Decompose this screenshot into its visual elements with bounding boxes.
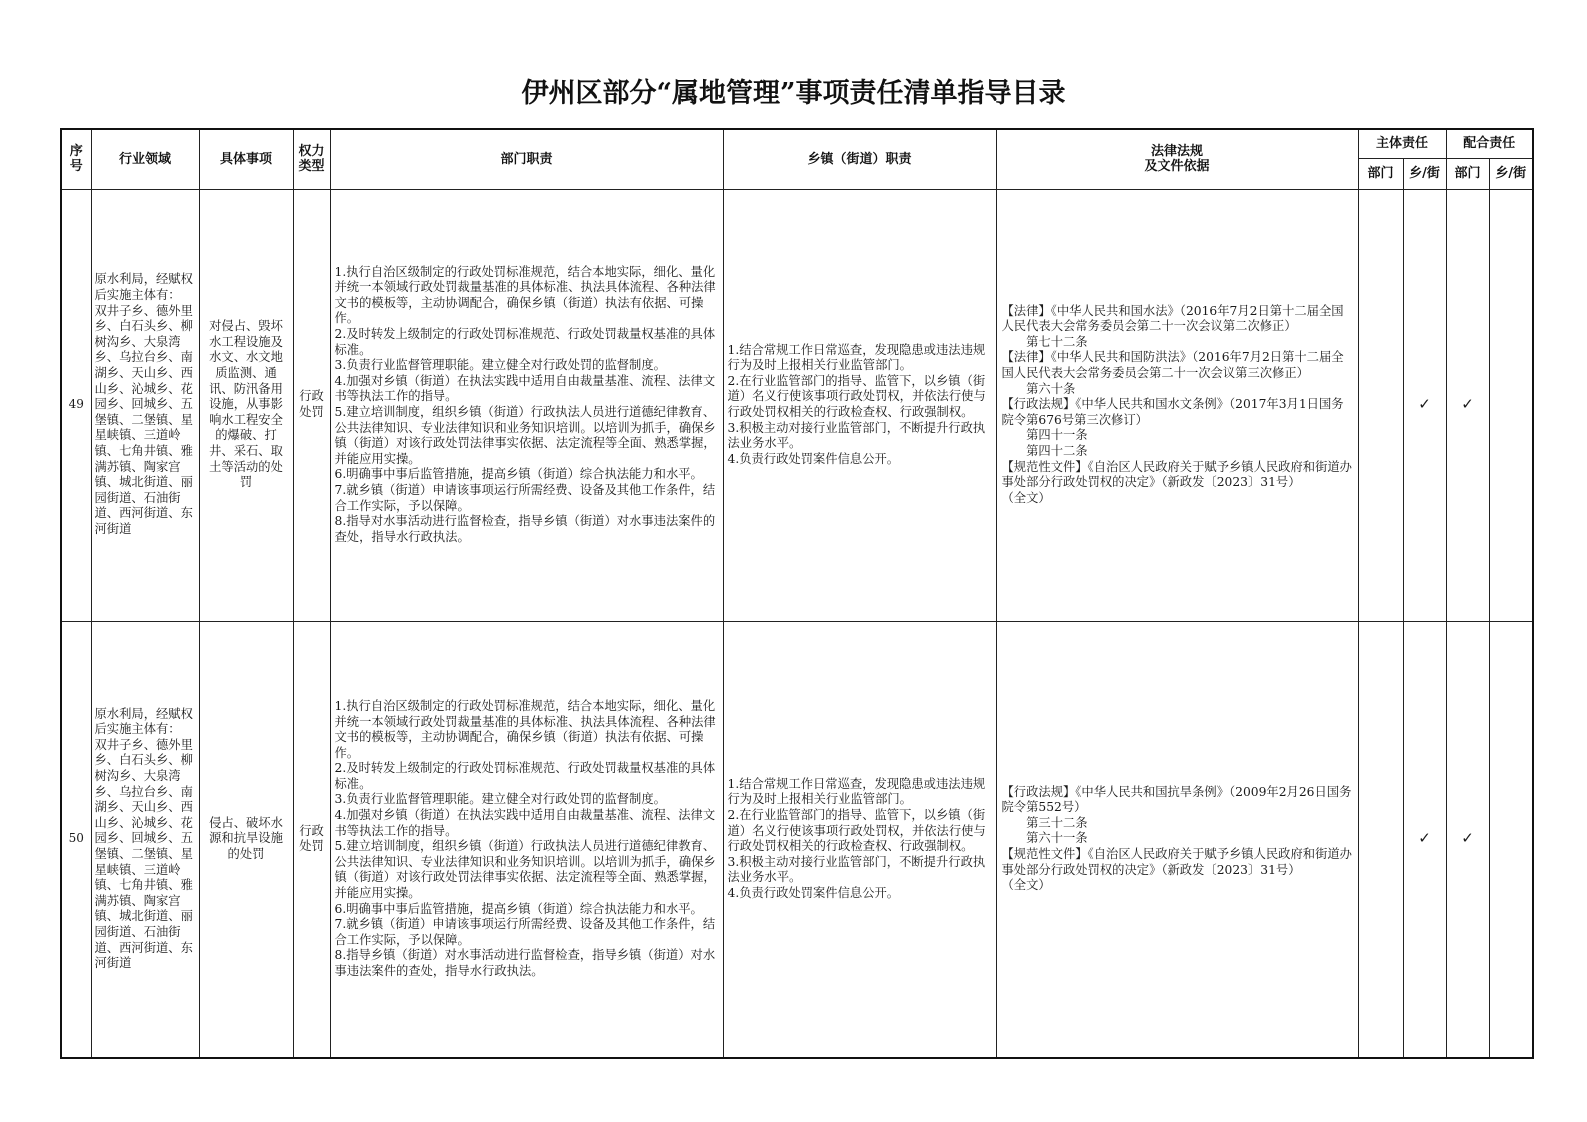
duty-item: 3.积极主动对接行业监管部门，不断提升行政执法业务水平。 [727, 854, 986, 885]
header-main-responsibility: 主体责任 [1358, 129, 1446, 158]
table-row [61, 621, 1533, 1058]
header-seq: 序号 [61, 129, 91, 189]
duty-item: 5.建立培训制度，组织乡镇（街道）行政执法人员进行道德纪律教育、公共法律知识、专业法律知识和业务知识培训。以培训为抓手，确保乡镇（街道）对该行政处罚法律事实依据、法定流程等全面、熟悉掌握，并能应用实操。 [334, 405, 716, 466]
cell-coop-dept: ✓ [1446, 621, 1489, 1058]
legal-article: 第三十二条 [1026, 815, 1088, 830]
duty-item: 4.负责行政处罚案件信息公开。 [727, 886, 900, 901]
duty-item: 2.及时转发上级制定的行政处罚标准规范、行政处罚裁量权基准的具体标准。 [334, 327, 716, 357]
duty-item: 6.明确事中事后监管措施，提高乡镇（街道）综合执法能力和水平。 [334, 901, 703, 916]
cell-coop-town [1489, 189, 1533, 621]
legal-source: 【行政法规】《中华人民共和国抗旱条例》（2009年2月26日国务院令第552号） [1001, 784, 1352, 815]
header-item: 具体事项 [199, 129, 293, 189]
cell-legal-basis [996, 189, 1358, 621]
legal-article: 第四十二条 [1026, 443, 1088, 458]
cell-main-town: ✓ [1403, 621, 1446, 1058]
duty-item: 2.及时转发上级制定的行政处罚标准规范、行政处罚裁量权基准的具体标准。 [334, 761, 716, 791]
responsibility-table [60, 128, 1534, 1059]
cell-power-type: 行政处罚 [293, 621, 330, 1058]
legal-article: 第四十一条 [1026, 428, 1088, 443]
cell-town-duties [723, 621, 996, 1058]
duty-item: 5.建立培训制度，组织乡镇（街道）行政执法人员进行道德纪律教育、公共法律知识、专业法律知识和业务知识培训。以培训为抓手，确保乡镇（街道）对该行政处罚法律事实依据、法定流程等全面、熟悉掌握，并能应用实操。 [334, 839, 716, 901]
header-row [61, 129, 1533, 158]
cell-item: 侵占、破坏水源和抗旱设施的处罚 [199, 621, 293, 1058]
cell-item: 对侵占、毁坏水工程设施及水文、水文地质监测、通讯、防汛备用设施，从事影响水工程安全的爆破、打井、采石、取土等活动的处罚 [199, 189, 293, 621]
legal-article: 第六十条 [1026, 381, 1076, 396]
legal-source: 【法律】《中华人民共和国水法》（2016年7月2日第十二届全国人民代表大会常务委员会第二十一次会议第二次修正） [1001, 303, 1344, 334]
duty-item: 8.指导对水事活动进行监督检查，指导乡镇（街道）对水事违法案件的查处，指导水行政执法。 [334, 514, 716, 544]
header-coop-dept: 部门 [1446, 158, 1489, 189]
duty-item: 1.执行自治区级制定的行政处罚标准规范，结合本地实际，细化、量化并统一本领域行政处罚裁量基准的具体标准、执法具体流程、各种法律文书的模板等，主动协调配合，确保乡镇（街道）执法有依据、可操作。 [334, 698, 716, 760]
duty-item: 4.加强对乡镇（街道）在执法实践中适用自由裁量基准、流程、法律文书等执法工作的指导。 [334, 373, 716, 404]
cell-seq: 50 [61, 621, 91, 1058]
legal-source: 【行政法规】《中华人民共和国水文条例》（2017年3月1日国务院令第676号第三次修订） [1001, 397, 1344, 427]
header-coop-responsibility: 配合责任 [1446, 129, 1533, 158]
duty-item: 7.就乡镇（街道）申请该事项运行所需经费、设备及其他工作条件，结合工作实际，予以保障。 [334, 917, 716, 947]
header-coop-town: 乡/街 [1489, 158, 1533, 189]
header-main-town: 乡/街 [1403, 158, 1446, 189]
duty-item: 2.在行业监管部门的指导、监管下，以乡镇（街道）名义行使该事项行政处罚权，并依法行使与行政处罚权相关的行政检查权、行政强制权。 [727, 373, 986, 419]
duty-item: 1.执行自治区级制定的行政处罚标准规范，结合本地实际，细化、量化并统一本领域行政处罚裁量基准的具体标准、执法具体流程、各种法律文书的模板等，主动协调配合，确保乡镇（街道）执法有依据、可操作。 [334, 264, 716, 326]
cell-dept-duties [330, 189, 723, 621]
header-dept-duties: 部门职责 [330, 129, 723, 189]
cell-industry: 原水利局，经赋权后实施主体有： 双井子乡、德外里乡、白石头乡、柳树沟乡、大泉湾乡、乌拉台乡、南湖乡、天山乡、西山乡、沁城乡、花园乡、回城乡、五堡镇、二堡镇、星星峡镇、三道岭镇、七角井镇、雅满苏镇、陶家宫镇、城北街道、丽园街道、石油街道、西河街道、东河街道 [91, 189, 199, 621]
page-title: 伊州区部分“属地管理”事项责任清单指导目录 [521, 78, 1066, 109]
duty-item: 8.指导乡镇（街道）对水事活动进行监督检查，指导乡镇（街道）对水事违法案件的查处，指导水行政执法。 [334, 948, 716, 978]
cell-legal-basis [996, 621, 1358, 1058]
duty-item: 7.就乡镇（街道）申请该事项运行所需经费、设备及其他工作条件，结合工作实际，予以保障。 [334, 482, 716, 513]
legal-note: （全文） [1001, 878, 1051, 893]
cell-main-town: ✓ [1403, 189, 1446, 621]
duty-item: 4.加强对乡镇（街道）在执法实践中适用自由裁量基准、流程、法律文书等执法工作的指导。 [334, 808, 716, 838]
table-row [61, 189, 1533, 621]
legal-note: （全文） [1001, 490, 1051, 505]
duty-item: 3.负责行业监督管理职能。建立健全对行政处罚的监督制度。 [334, 358, 666, 373]
cell-town-duties [723, 189, 996, 621]
duty-item: 3.负责行业监督管理职能。建立健全对行政处罚的监督制度。 [334, 792, 666, 807]
cell-coop-dept: ✓ [1446, 189, 1489, 621]
duty-item: 6.明确事中事后监管措施，提高乡镇（街道）综合执法能力和水平。 [334, 467, 703, 482]
legal-source: 【法律】《中华人民共和国防洪法》（2016年7月2日第十二届全国人民代表大会常务委员会第二十一次会议第三次修正） [1001, 350, 1344, 381]
duty-item: 3.积极主动对接行业监管部门，不断提升行政执法业务水平。 [727, 420, 986, 451]
legal-article: 第六十一条 [1026, 831, 1088, 846]
header-main-dept: 部门 [1358, 158, 1403, 189]
header-town-duties: 乡镇（街道）职责 [723, 129, 996, 189]
cell-industry: 原水利局，经赋权后实施主体有： 双井子乡、德外里乡、白石头乡、柳树沟乡、大泉湾乡、乌拉台乡、南湖乡、天山乡、西山乡、沁城乡、花园乡、回城乡、五堡镇、二堡镇、星星峡镇、三道岭镇、七角井镇、雅满苏镇、陶家宫镇、城北街道、丽园街道、石油街道、西河街道、东河街道 [91, 621, 199, 1058]
duty-item: 2.在行业监管部门的指导、监管下，以乡镇（街道）名义行使该事项行政处罚权，并依法行使与行政处罚权相关的行政检查权、行政强制权。 [727, 808, 986, 854]
duty-item: 4.负责行政处罚案件信息公开。 [727, 451, 900, 466]
header-legal-basis: 法律法规 及文件依据 [996, 129, 1358, 189]
cell-coop-town [1489, 621, 1533, 1058]
cell-main-dept [1358, 189, 1403, 621]
cell-power-type: 行政处罚 [293, 189, 330, 621]
legal-article: 第七十二条 [1026, 334, 1088, 349]
cell-seq: 49 [61, 189, 91, 621]
cell-main-dept [1358, 621, 1403, 1058]
legal-source: 【规范性文件】《自治区人民政府关于赋予乡镇人民政府和街道办事处部分行政处罚权的决定》（新政发〔2023〕31号） [1001, 459, 1352, 490]
duty-item: 1.结合常规工作日常巡查，发现隐患或违法违规行为及时上报相关行业监管部门。 [727, 776, 986, 807]
cell-dept-duties [330, 621, 723, 1058]
header-power-type: 权力类型 [293, 129, 330, 189]
duty-item: 1.结合常规工作日常巡查，发现隐患或违法违规行为及时上报相关行业监管部门。 [727, 342, 986, 373]
legal-source: 【规范性文件】《自治区人民政府关于赋予乡镇人民政府和街道办事处部分行政处罚权的决定》（新政发〔2023〕31号） [1001, 847, 1352, 877]
header-industry: 行业领域 [91, 129, 199, 189]
